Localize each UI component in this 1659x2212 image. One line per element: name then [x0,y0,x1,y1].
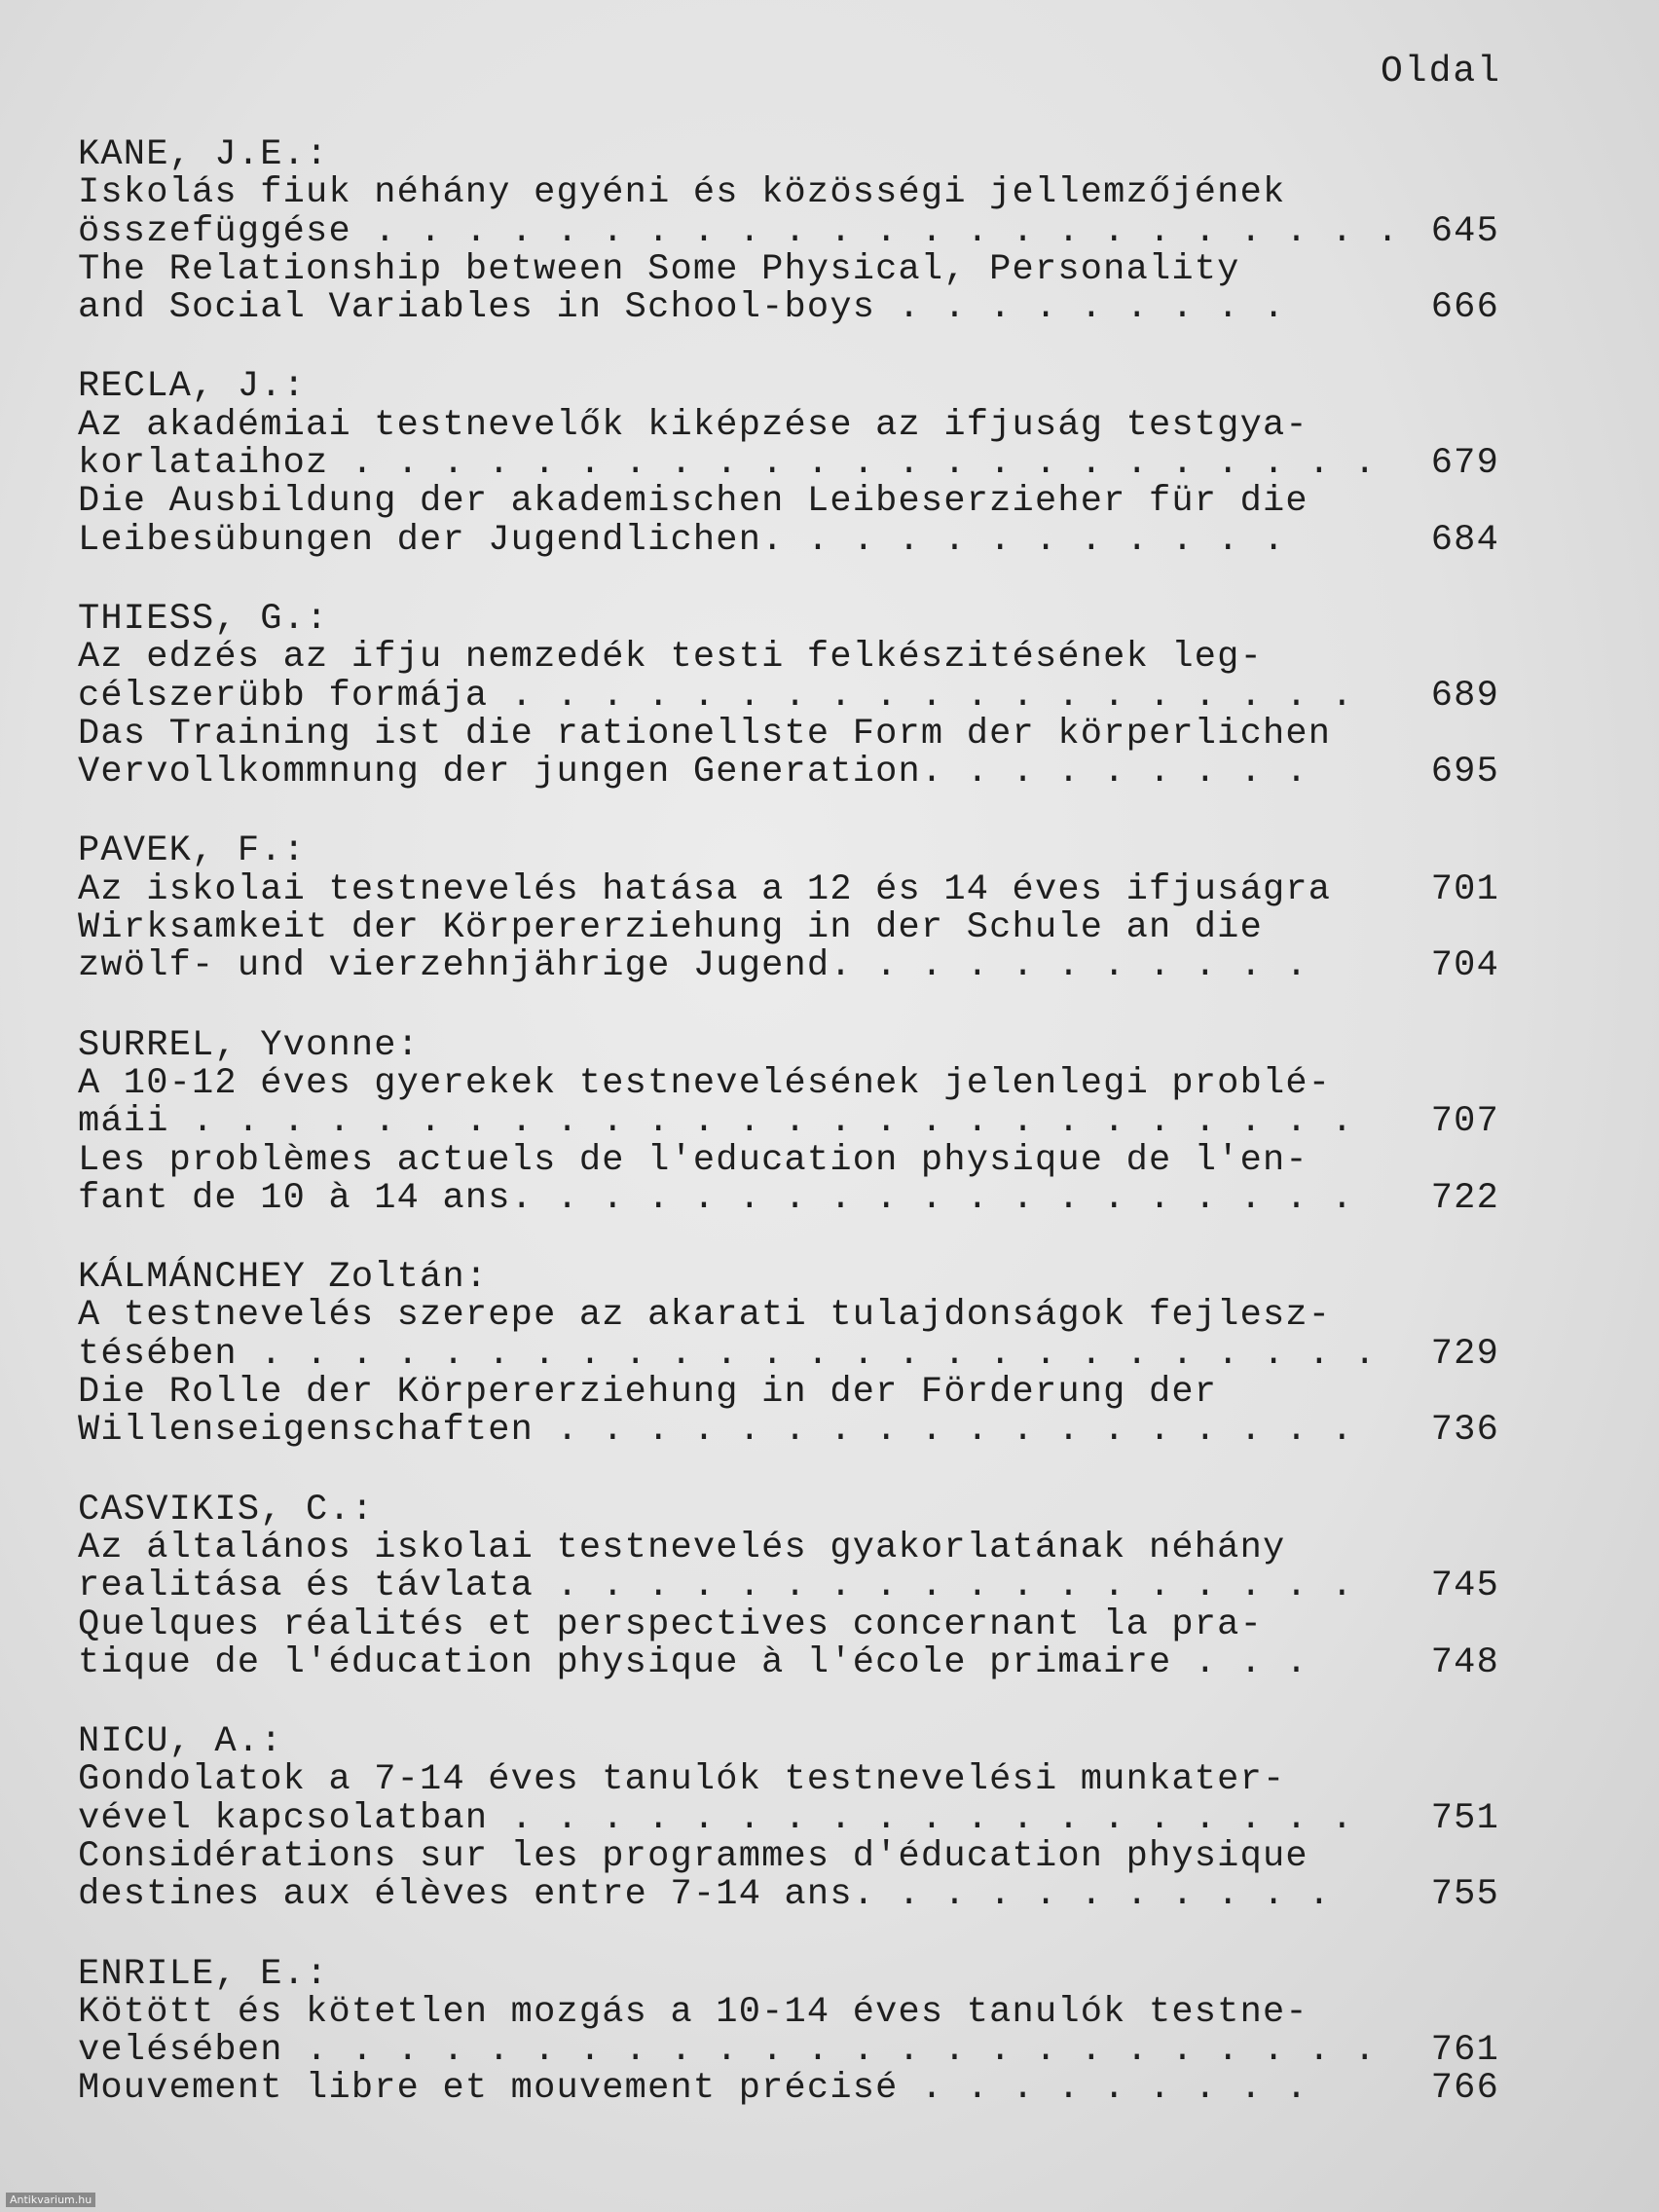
page-number [1412,1065,1499,1103]
title-text: Az iskolai testnevelés hatása a 12 és 14 éves ifjuságra [78,870,1332,910]
entry-title-line [78,1876,1499,1914]
title-text: Willenseigenschaften . . . . . . . . . . . . . . . . . . [78,1412,1354,1451]
title-text: máii . . . . . . . . . . . . . . . . . . . . . . . . . . [78,1103,1354,1142]
entry-author: ENRILE, E.: [78,1953,329,1995]
entry-title-line [78,754,1499,792]
page-number [1412,1761,1499,1799]
entry-title-line [78,2032,1499,2070]
entry-title-line [78,251,1499,289]
page-number: 645 [1430,210,1499,252]
entry-title-line [78,1761,1499,1799]
title-text: and Social Variables in School-boys . . . . . . . . . [78,289,1286,328]
title-text: tésében . . . . . . . . . . . . . . . . . . . . . . . . . [78,1335,1378,1375]
toc-entry [78,136,1499,327]
title-text: The Relationship between Some Physical, Personality [78,250,1240,290]
title-text: velésében . . . . . . . . . . . . . . . . . . . . . . . . [78,2032,1378,2071]
page-number: 755 [1430,1874,1499,1916]
toc-entry [78,1489,1499,1683]
entry-title-line [78,868,1499,910]
entry-title-line [78,174,1499,212]
title-text: Leibesübungen der Jugendlichen. . . . . . . . . . . . [78,521,1286,560]
entry-title-line [78,2070,1499,2108]
page-number [1412,639,1499,677]
toc-entry [78,832,1499,985]
table-of-contents [78,136,1499,2150]
title-text: Wirksamkeit der Körpererziehung in der Schule an die [78,909,1263,948]
entry-title-line [78,675,1499,717]
page-number: 745 [1430,1566,1499,1607]
entry-title-line [78,289,1499,327]
page-number: 684 [1430,519,1499,561]
page-number [1412,251,1499,289]
entry-author: KÁLMÁNCHEY Zoltán: [78,1257,489,1299]
title-text: Az edzés az ifju nemzedék testi felkészitésének leg- [78,639,1263,678]
entry-author: SURREL, Yvonne: [78,1024,421,1066]
toc-entry [78,1723,1499,1914]
title-text: Considérations sur les programmes d'éducation physique [78,1837,1309,1877]
title-text: fant de 10 à 14 ans. . . . . . . . . . . . . . . . . . . [78,1179,1354,1219]
entry-title-line [78,909,1499,947]
page-number: 704 [1430,945,1499,987]
entry-title-line [78,1412,1499,1450]
title-text: realitása és távlata . . . . . . . . . . . . . . . . . . [78,1567,1354,1606]
title-text: vével kapcsolatban . . . . . . . . . . . . . . . . . . . [78,1799,1354,1838]
page-number [1412,174,1499,212]
title-text: célszerübb formája . . . . . . . . . . . . . . . . . . . [78,677,1354,716]
title-text: Iskolás fiuk néhány egyéni és közösségi jellemzőjének [78,174,1286,213]
title-text: zwölf- und vierzehnjährige Jugend. . . . . . . . . . . [78,947,1309,986]
entry-title-line [78,210,1499,252]
title-text: korlataihoz . . . . . . . . . . . . . . . . . . . . . . . [78,445,1378,484]
page-number [1412,1297,1499,1335]
page-number [1412,1374,1499,1412]
title-text: Mouvement libre et mouvement précisé . . . . . . . . . [78,2070,1309,2109]
entry-title-line [78,445,1499,483]
entry-title-line [78,716,1499,754]
entry-title-line [78,1994,1499,2032]
entry-author: THIESS, G.: [78,598,329,640]
entry-author: KANE, J.E.: [78,134,329,175]
title-text: A testnevelés szerepe az akarati tulajdonságok fejlesz- [78,1297,1332,1336]
page-number [1412,716,1499,754]
title-text: Die Ausbildung der akademischen Leibeserzieher für die [78,483,1309,522]
entry-title-line [78,1838,1499,1876]
entry-author: NICU, A.: [78,1721,283,1763]
title-text: A 10-12 éves gyerekek testnevelésének jelenlegi problé- [78,1064,1332,1104]
page-number: 689 [1430,675,1499,717]
page-number [1412,1530,1499,1567]
title-text: tique de l'éducation physique à l'école primaire . . . [78,1643,1309,1683]
toc-entry [78,598,1499,793]
title-text: destines aux élèves entre 7-14 ans. . . . . . . . . . . [78,1876,1332,1915]
entry-title-line [78,1142,1499,1180]
title-text: Az akadémiai testnevelők kiképzése az ifjuság testgya- [78,406,1309,446]
page-column-label: Oldal [1381,51,1502,92]
entry-title-line [78,1374,1499,1412]
title-text: összefüggése . . . . . . . . . . . . . . . . . . . . . . . [78,212,1400,251]
entry-author: CASVIKIS, C.: [78,1489,375,1530]
page-number: 695 [1430,752,1499,793]
entry-title-line [78,1606,1499,1644]
page-number [1412,407,1499,445]
page-number [1412,483,1499,521]
page-number [1412,1606,1499,1644]
entry-author: RECLA, J.: [78,366,307,408]
entry-title-line [78,1177,1499,1219]
title-text: Die Rolle der Körpererziehung in der Förderung der [78,1374,1218,1413]
toc-entry [78,1953,1499,2110]
title-text: Quelques réalités et perspectives concernant la pra- [78,1605,1263,1644]
page-number [1412,1994,1499,2032]
entry-title-line [78,947,1499,985]
page-number: 729 [1430,1333,1499,1375]
entry-title-line [78,1530,1499,1567]
entry-author: PAVEK, F.: [78,830,307,872]
page-number: 751 [1430,1797,1499,1839]
entry-title-line [78,407,1499,445]
entry-title-line [78,519,1499,561]
entry-title-line [78,483,1499,521]
toc-entry [78,368,1499,559]
page-number: 707 [1430,1101,1499,1143]
title-text: Az általános iskolai testnevelés gyakorlatának néhány [78,1529,1286,1568]
entry-title-line [78,1797,1499,1839]
page-number: 722 [1430,1177,1499,1219]
entry-title-line [78,1297,1499,1335]
title-text: Vervollkommnung der jungen Generation. . . . . . . . . [78,754,1309,793]
page-number: 748 [1430,1641,1499,1683]
title-text: Das Training ist die rationellste Form der körperlichen [78,715,1332,755]
page-number: 679 [1430,443,1499,485]
entry-title-line [78,1641,1499,1683]
page-number: 701 [1430,868,1499,910]
page-number [1412,909,1499,947]
toc-entry [78,1259,1499,1450]
title-text: Les problèmes actuels de l'education physique de l'en- [78,1141,1309,1180]
entry-title-line [78,1567,1499,1605]
toc-entry [78,1024,1499,1219]
page-number: 736 [1430,1410,1499,1452]
watermark: Antikvarium.hu [6,2193,95,2207]
page-number: 761 [1430,2030,1499,2072]
page-number [1412,1142,1499,1180]
page-number [1412,1838,1499,1876]
title-text: Kötött és kötetlen mozgás a 10-14 éves tanulók testne- [78,1993,1309,2033]
page-number: 766 [1430,2068,1499,2110]
entry-title-line [78,639,1499,677]
page-number: 666 [1430,287,1499,329]
entry-title-line [78,1065,1499,1103]
title-text: Gondolatok a 7-14 éves tanulók testnevelési munkater- [78,1761,1286,1800]
entry-title-line [78,1333,1499,1375]
entry-title-line [78,1103,1499,1141]
